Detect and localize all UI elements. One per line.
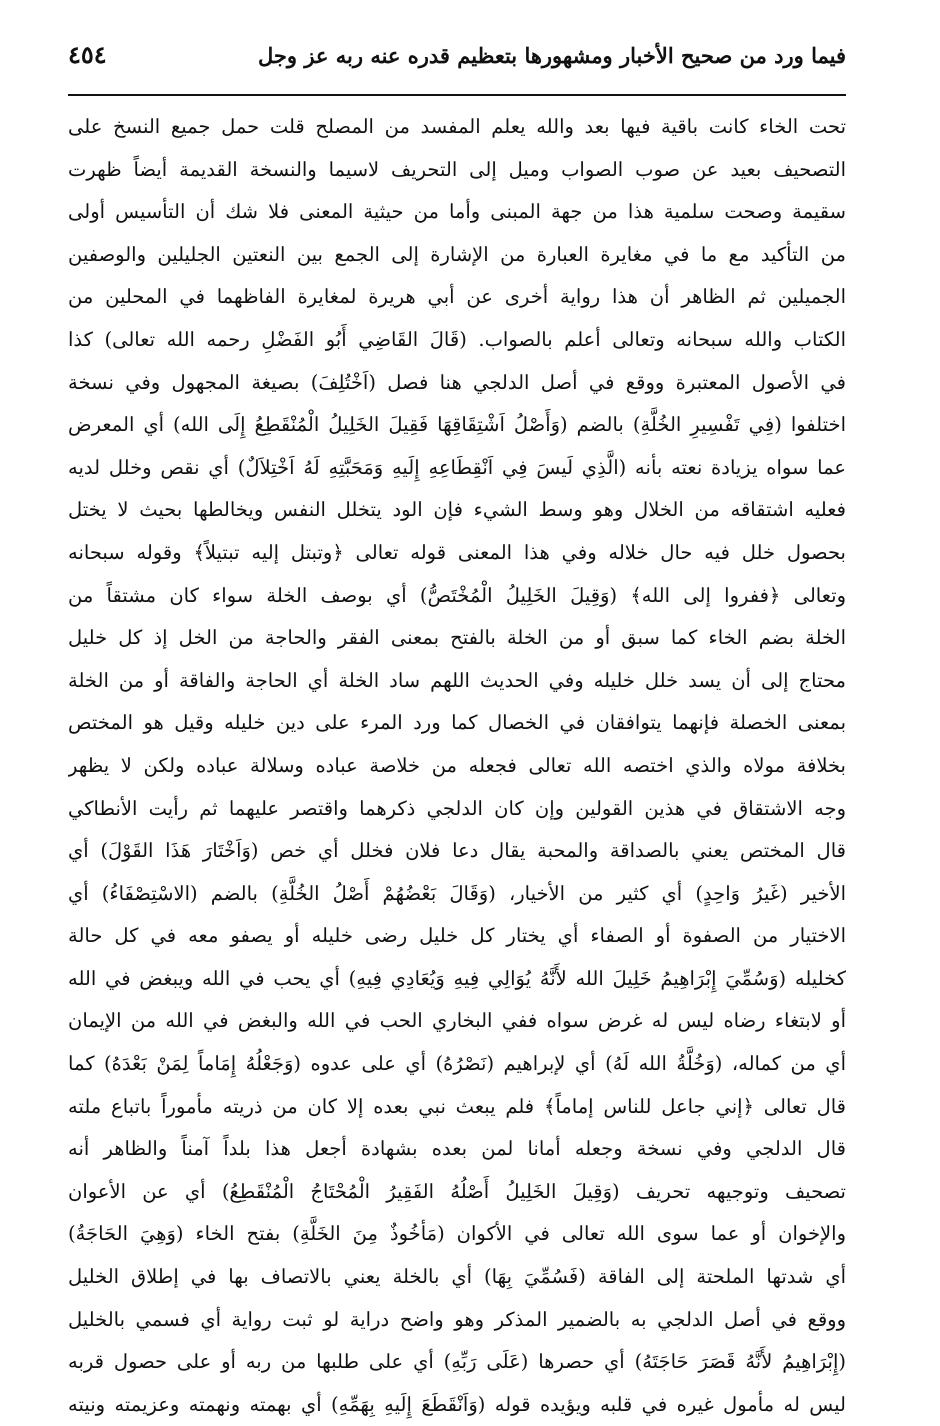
text-line: بمعنى الخصلة فإنهما يتوافقان في الخصال كما ورد المرء على دين خليله وقيل هو المختص xyxy=(68,711,846,735)
text-line: الكتاب والله سبحانه وتعالى أعلم بالصواب. (قَالَ القَاضِي أَبُو الفَضْلِ رحمه الله تعالى) كذا xyxy=(68,327,846,351)
text-line: قال المختص يعني بالصداقة والمحبة يقال دعا فلان فخلل أي خص (وَاَخْتَارَ هَذَا القَوْلَ) أي xyxy=(68,839,846,863)
text-line: اختلفوا (فِي تَفْسِيرِ الخُلَّةِ) بالضم (وَأَصْلُ اَشْتِقَاقِهَا فَقِيلَ الخَلِيلُ الْمُنْقَطِعُ إِلَى الله) أي المعرض xyxy=(68,413,846,437)
text-line: بحصول خلل فيه حال خلاله وفي هذا المعنى قوله تعالى ﴿وتبتل إليه تبتيلاً﴾ وقوله سبحانه xyxy=(68,540,846,564)
header-divider xyxy=(68,94,846,96)
text-line: وتعالى ﴿ففروا إلى الله﴾ (وَقِيلَ الخَلِيلُ الْمُخْتَصُّ) أي بوصف الخلة سواء كان مشتقاً من xyxy=(68,583,846,607)
text-line: محتاج إلى أن يسد خلل خليله وفي الحديث اللهم ساد الخلة أي الحاجة والفاقة أو من الخلة xyxy=(68,668,846,692)
text-line: الجميلين ثم الظاهر أن هذا رواية أخرى عن أبي هريرة لمغايرة الفاظهما في المحلين من xyxy=(68,285,846,309)
text-line: فعليه اشتقاقه من الخلال وهو وسط الشيء فإن الود يتخلل النفس ويخالطها بحيث لا يختل xyxy=(68,498,846,522)
text-line: قال الدلجي وفي نسخة وجعله أمانا لمن بعده بشهادة أجعل هذا بلداً آمناً والظاهر أنه xyxy=(68,1137,846,1161)
text-line: من التأكيد مع ما في مغايرة العبارة من الإشارة إلى الجمع بين النعتين الجليلين والوصفين xyxy=(68,242,846,266)
text-line: كخليله (وَسُمِّيَ إِبْرَاهِيمُ خَلِيلَ الله لأَنَّهُ يُوَالِي فِيهِ وَيُعَادِي فِيهِ) أي يحب في الله ويبغض في الله xyxy=(68,966,846,990)
text-line: قال تعالى ﴿إني جاعل للناس إماماً﴾ فلم يبعث نبي بعده إلا كان من ذريته مأموراً باتباع ملته xyxy=(68,1094,846,1118)
text-line: تصحيف وتوجيهه تحريف (وَقِيلَ الخَلِيلُ أَصْلُهُ الفَقِيرُ الْمُحْتَاجُ الْمُنْقَطِعُ) أي عن الأعوان xyxy=(68,1179,846,1203)
running-header-title: فيما ورد من صحيح الأخبار ومشهورها بتعظيم قدره عنه ربه عز وجل xyxy=(258,43,846,68)
text-line: أي شدتها الملحتة إلى الفاقة (فَسُمِّيَ بِهَا) أي بالخلة يعني بالاتصاف بها في إطلاق الخليل xyxy=(68,1265,846,1289)
text-line: الاختيار من الصفوة أو الصفاء أي يختار كل خليل رضى خليله أو يصفو معه في كل حالة xyxy=(68,924,846,948)
text-line: عما سواه يزيادة نعته بأنه (الَّذِي لَيسَ فِي اَنْقِطَاعِهِ إِلَيهِ وَمَحَبَّتِهِ لَهُ اَخْتِلاَلٌ) أي نقص وخلل لديه xyxy=(68,455,846,479)
page-number: ٤٥٤ xyxy=(68,40,107,69)
text-line: أي من كماله، (وَخُلَّةُ الله لَهُ) أي لإبراهيم (نَصْرُهُ) أي على عدوه (وَجَعْلُهُ إِمَاماً لِمَنْ بَعْدَهُ) كما xyxy=(68,1052,846,1076)
text-line: التصحيف بعيد عن صوب الصواب وميل إلى التحريف لاسيما والنسخة القديمة أيضاً ظهرت xyxy=(68,157,846,181)
text-line: تحت الخاء كانت باقية فيها بعد والله يعلم المفسد من المصلح قلت حمل جميع النسخ على xyxy=(68,115,846,138)
text-line: (إِبْرَاهِيمُ لأَنَّهُ قَصَرَ حَاجَتَهُ) أي حصرها (عَلَى رَبِّهِ) أي على طلبها من ربه أو على حصول قربه xyxy=(68,1350,846,1374)
text-line: بخلافة مولاه والذي اختصه الله تعالى فجعله من خلاصة عباده وسلالة عباده ولكن لا يظهر xyxy=(68,753,846,777)
text-line: وجه الاشتقاق في هذين القولين وإن كان الدلجي ذكرهما واقتصر عليهما ثم رأيت الأنطاكي xyxy=(68,796,846,820)
text-line: ووقع في أصل الدلجي به بالضمير المذكر وهو واضح دراية لو ثبت رواية أي فسمي بالخليل xyxy=(68,1307,846,1331)
running-header xyxy=(68,40,846,90)
text-line: والإخوان أو عما سوى الله تعالى في الأكوان (مَأخُوذٌ مِنَ الخَلَّةِ) بفتح الخاء (وَهِيَ الحَاجَةُ) xyxy=(68,1222,846,1246)
body-text xyxy=(68,106,846,1426)
book-page xyxy=(68,40,846,1426)
text-line: الخلة بضم الخاء كما سبق أو من الخلة بالفتح بمعنى الفقر والحاجة من الخل إذ كل خليل xyxy=(68,626,846,650)
text-line: الأخير (غَيرُ وَاحِدٍ) أي كثير من الأخيار، (وَقَالَ بَعْضُهُمْ أَصْلُ الخُلَّةِ) بالضم (الاسْتِصْفَاءُ) أي xyxy=(68,881,846,905)
text-line: في الأصول المعتبرة ووقع في أصل الدلجي هنا فصل (اَخْتُلِفَ) بصيغة المجهول وفي نسخة xyxy=(68,370,846,394)
text-line: أو لابتغاء رضاه ليس له غرض سواه ففي البخاري الحب في الله والبغض في الله من الإيمان xyxy=(68,1009,846,1033)
text-line: ليس له مأمول غيره في قلبه ويؤيده قوله (وَاَنْقَطَعَ إِلَيهِ بِهَمِّهِ) أي بهمته ونهمته وعزيمته ونيته xyxy=(68,1392,846,1416)
text-line: سقيمة وصحت سلمية هذا من جهة المبنى وأما من حيثية المعنى فلا شك أن التأسيس أولى xyxy=(68,200,846,224)
